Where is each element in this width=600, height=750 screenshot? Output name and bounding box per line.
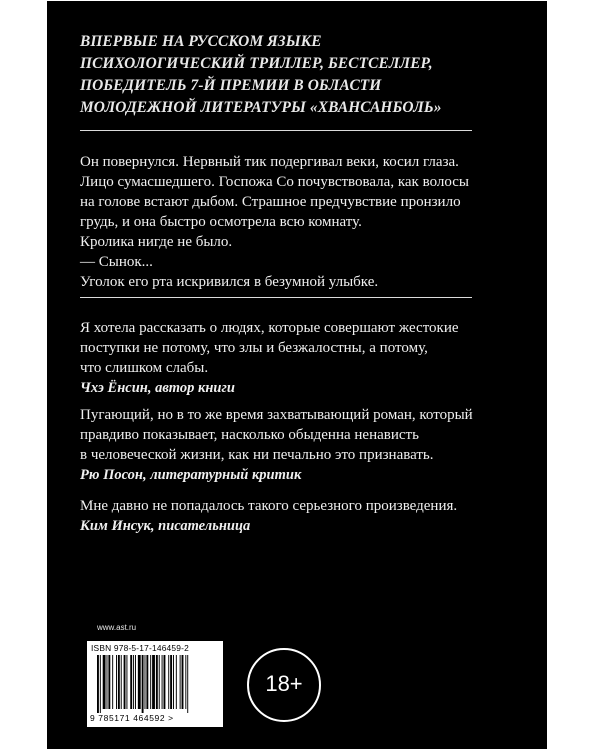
quote-author: Ким Инсук, писательница xyxy=(80,518,251,534)
quote-line: что слишком слабы. xyxy=(80,360,209,376)
excerpt-line: на голове встают дыбом. Страшное предчувствие пронзило xyxy=(80,194,461,210)
quote-line: поступки не потому, что злы и безжалостны, а потому, xyxy=(80,340,428,356)
headline-line: ВПЕРВЫЕ НА РУССКОМ ЯЗЫКЕ xyxy=(80,33,322,50)
excerpt-line: Он повернулся. Нервный тик подергивал веки, косил глаза. xyxy=(80,154,459,170)
barcode-digits: 9 785171 464592 > xyxy=(90,713,174,723)
divider-rule xyxy=(80,130,472,131)
quote-line: правдиво показывает, насколько обыденна ненависть xyxy=(80,427,419,443)
critic-quote xyxy=(80,405,520,485)
headline-line: МОЛОДЕЖНОЙ ЛИТЕРАТУРЫ «ХВАНСАНБОЛЬ» xyxy=(80,99,442,116)
age-rating-badge xyxy=(245,646,323,724)
isbn-text: ISBN 978-5-17-146459-2 xyxy=(91,643,189,653)
quote-line: в человеческой жизни, как ни печально это признавать. xyxy=(80,447,434,463)
barcode-panel xyxy=(87,623,223,727)
barcode-icon xyxy=(91,655,219,713)
author-quote xyxy=(80,318,520,398)
quote-line: Мне давно не попадалось такого серьезного произведения. xyxy=(80,498,458,514)
quote-author: Рю Посон, литературный критик xyxy=(80,467,302,483)
quote-line: Пугающий, но в то же время захватывающий роман, который xyxy=(80,407,473,423)
website-text: www.ast.ru xyxy=(97,623,137,632)
excerpt-line: грудь, и она быстро осмотрела всю комнату. xyxy=(80,214,362,230)
quote-line: Я хотела рассказать о людях, которые совершают жестокие xyxy=(80,320,459,336)
headline xyxy=(80,31,510,119)
headline-line: ПСИХОЛОГИЧЕСКИЙ ТРИЛЛЕР, БЕСТСЕЛЛЕР, xyxy=(80,55,433,72)
age-rating-label: 18+ xyxy=(265,671,303,696)
excerpt-line: — Сынок... xyxy=(80,254,153,270)
excerpt-line: Уголок его рта искривился в безумной улыбке. xyxy=(80,274,379,290)
divider-rule xyxy=(80,297,472,298)
quote-author: Чхэ Ёнсин, автор книги xyxy=(80,380,235,396)
headline-line: ПОБЕДИТЕЛЬ 7-Й ПРЕМИИ В ОБЛАСТИ xyxy=(80,77,382,94)
excerpt-line: Лицо сумасшедшего. Госпожа Со почувствовала, как волосы xyxy=(80,174,469,190)
excerpt-line: Кролика нигде не было. xyxy=(80,234,233,250)
book-excerpt xyxy=(80,152,520,292)
writer-quote xyxy=(80,496,520,536)
book-back-cover xyxy=(47,1,547,749)
